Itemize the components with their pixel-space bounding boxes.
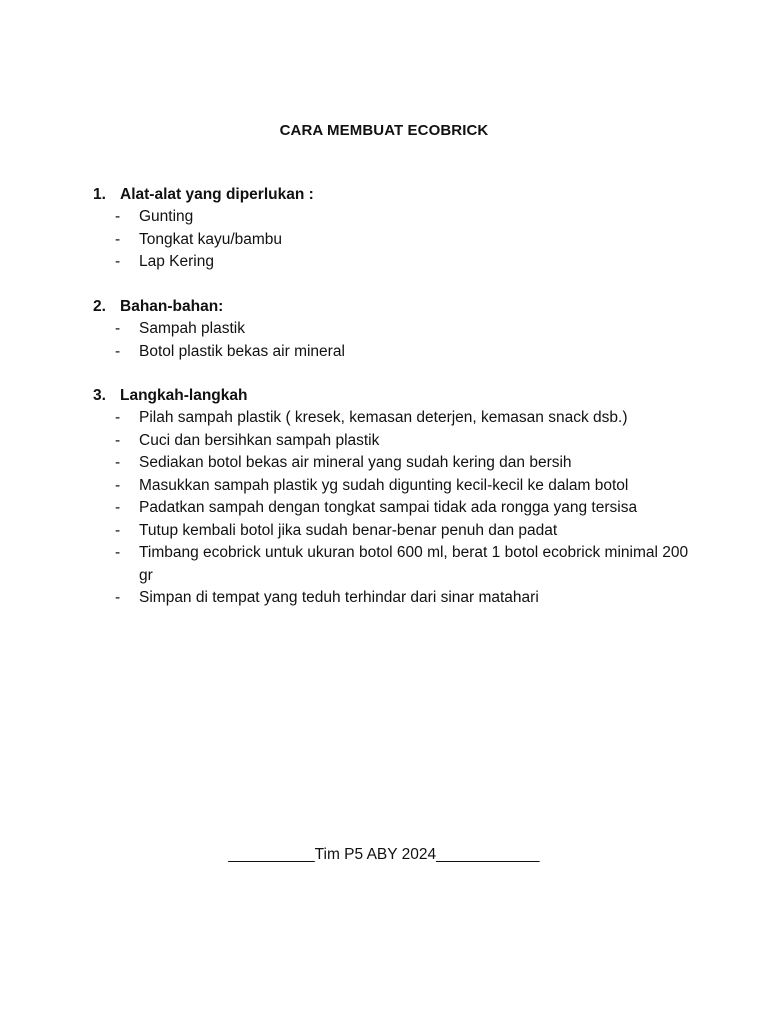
dash-bullet: -	[115, 544, 121, 561]
section-heading-text: Langkah-langkah	[120, 387, 248, 404]
list-item-text: Sediakan botol bekas air mineral yang sudah kering dan bersih	[139, 454, 572, 471]
document-title: CARA MEMBUAT ECOBRICK	[279, 122, 489, 139]
list-item-text: Simpan di tempat yang teduh terhindar dari sinar matahari	[139, 589, 539, 606]
list-item-text: Tutup kembali botol jika sudah benar-benar penuh dan padat	[139, 521, 558, 539]
list-item-text: Gunting	[139, 208, 194, 225]
section-steps	[93, 385, 733, 610]
dash-bullet: -	[115, 230, 121, 248]
list-item-text: Sampah plastik	[139, 320, 245, 337]
list-item-text: Cuci dan bersihkan sampah plastik	[139, 431, 380, 449]
list-item	[93, 520, 733, 543]
list-item-text: Lap Kering	[139, 253, 214, 270]
section-tools	[93, 184, 733, 274]
list-item	[93, 497, 733, 520]
list-item	[93, 475, 733, 498]
dash-bullet: -	[115, 499, 121, 516]
dash-bullet: -	[115, 454, 121, 471]
section-heading	[93, 296, 733, 318]
section-number: 3.	[93, 387, 106, 404]
list-item	[93, 407, 733, 430]
document-footer: __________Tim P5 ABY 2024____________	[228, 846, 540, 863]
dash-bullet: -	[115, 476, 121, 494]
dash-bullet: -	[115, 409, 121, 426]
list-item	[93, 206, 733, 229]
list-item-text: Botol plastik bekas air mineral	[139, 342, 345, 360]
list-item-text: Timbang ecobrick untuk ukuran botol 600 ml, berat 1 botol ecobrick minimal 200 gr	[139, 544, 689, 584]
list-item-text: Tongkat kayu/bambu	[139, 230, 283, 248]
list-item	[93, 542, 733, 587]
dash-bullet: -	[115, 521, 121, 539]
list-item	[93, 587, 733, 610]
list-item	[93, 430, 733, 453]
dash-bullet: -	[115, 431, 121, 449]
section-heading-text: Bahan-bahan:	[120, 298, 224, 315]
dash-bullet: -	[115, 342, 121, 360]
list-item-text: Padatkan sampah dengan tongkat sampai tidak ada rongga yang tersisa	[139, 499, 638, 516]
section-heading-text: Alat-alat yang diperlukan :	[120, 186, 314, 203]
dash-bullet: -	[115, 320, 121, 337]
dash-bullet: -	[115, 253, 121, 270]
list-item	[93, 318, 733, 341]
list-item-text: Pilah sampah plastik ( kresek, kemasan deterjen, kemasan snack dsb.)	[139, 409, 628, 426]
list-item	[93, 452, 733, 475]
list-item	[93, 341, 733, 364]
section-materials	[93, 296, 733, 363]
section-heading	[93, 385, 733, 407]
list-item-text: Masukkan sampah plastik yg sudah digunting kecil-kecil ke dalam botol	[139, 476, 629, 494]
dash-bullet: -	[115, 208, 121, 225]
dash-bullet: -	[115, 589, 121, 606]
list-item	[93, 229, 733, 252]
list-item	[93, 251, 733, 274]
section-number: 2.	[93, 298, 106, 315]
section-heading	[93, 184, 733, 206]
section-number: 1.	[93, 186, 106, 203]
